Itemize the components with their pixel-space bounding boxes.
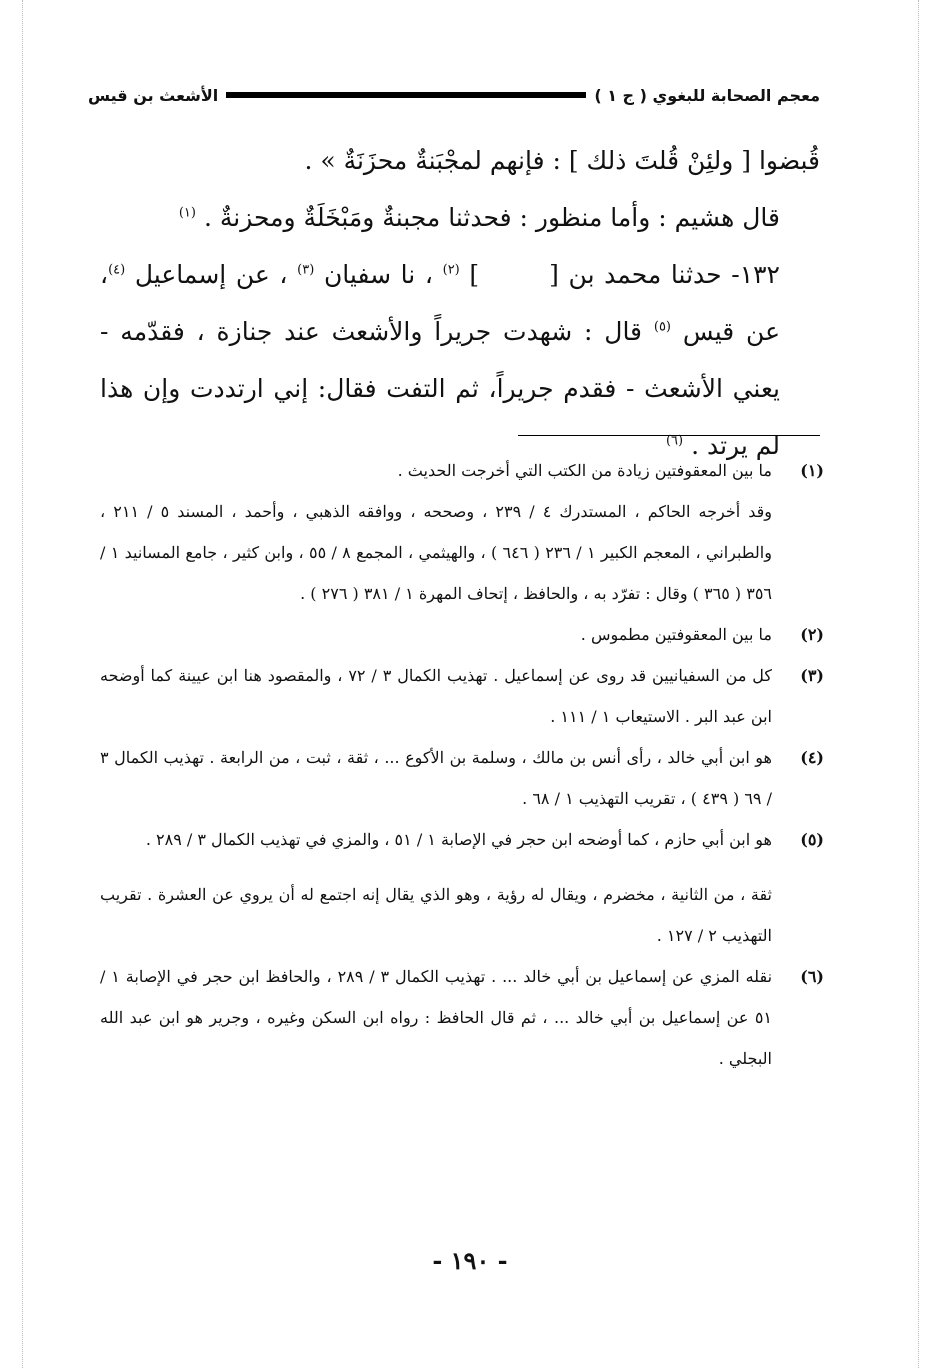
hadith-number: ١٣٢- (731, 260, 780, 289)
footnotes (100, 450, 824, 1079)
footnote-text: هو ابن أبي حازم ، كما أوضحه ابن حجر في الإصابة ١ / ٥١ ، والمزي في تهذيب الكمال ٣ / ٢٨٩ . (145, 830, 772, 849)
footnote-number: (٣) (800, 666, 824, 685)
footnote-number: (١) (800, 461, 824, 480)
footnote-3 (100, 655, 824, 737)
footnote-text: هو ابن أبي خالد ، رأى أنس بن مالك ، وسلمة بن الأكوع ... ، ثقة ، ثبت ، من الرابعة . تهذيب الكمال ٣ / ٦٩ ( ٤٣٩ ) ، تقريب التهذيب ١ / ٦٨ . (100, 748, 772, 808)
footnote-text: ما بين المعقوفتين مطموس . (580, 625, 772, 644)
margin-dots-right (918, 0, 919, 1368)
footnote-number: (٤) (800, 748, 824, 767)
text-line: قال هشيم : وأما منظور : فحدثنا مجبنةٌ ومَبْخَلَةٌ ومحزنةٌ . $^{(١)}$ (178, 203, 780, 232)
footnote-text: ثقة ، من الثانية ، مخضرم ، ويقال له رؤية ، وهو الذي يقال إنه اجتمع له أن يروي عن العشرة . تقريب التهذيب ٢ / ١٢٧ . (100, 885, 773, 945)
hadith-paragraph: ١٣٢- حدثنا محمد بن [] $^{(٢)}$ ، نا سفيان $^{(٣)}$ ، عن إسماعيل $^{(٤)}$، عن قيس $^{(٥)}$ قال : شهدت جريراً والأشعث عند جنازة ، فقدّمه - يعني الأشعث - فقدم جريراً، ثم التفت فقال: إني ارتددت وإن هذا لم يرتد . $^{(٦)}$ (100, 260, 780, 460)
footnote-6 (100, 956, 824, 1079)
main-text (100, 132, 820, 474)
footnote-2 (100, 614, 824, 655)
footnote-1 (100, 450, 824, 614)
footnote-4 (100, 737, 824, 819)
entry-title: الأشعث بن قيس (88, 85, 219, 105)
footnote-ref: (١) (178, 205, 196, 221)
footnote-ref: (٢) (442, 262, 460, 278)
footnote-ref: (٦) (665, 433, 684, 449)
page-number: - ١٩٠ - (432, 1246, 508, 1275)
book-title: معجم الصحابة للبغوي ( ج ١ ) (594, 85, 820, 105)
footnote-text: كل من السفيانيين قد روى عن إسماعيل . تهذيب الكمال ٣ / ٧٢ ، والمقصود هنا ابن عيينة كما أوضحه ابن عبد البر . الاستيعاب ١ / ١١١ . (100, 666, 773, 726)
footnote-ref: (٥) (653, 319, 671, 335)
footnote-5 (100, 819, 824, 956)
footnote-ref: (٤) (108, 262, 126, 278)
footnote-separator (518, 435, 820, 436)
running-header (88, 78, 820, 112)
footnote-text: نقله المزي عن إسماعيل بن أبي خالد ... . تهذيب الكمال ٣ / ٢٨٩ ، والحافظ ابن حجر في الإصابة ١ / ٥١ عن إسماعيل بن أبي خالد ... ، ثم قال الحافظ : رواه ابن السكن وغيره ، وجرير هو ابن عبد الله البجلي . (100, 967, 773, 1068)
footnote-text: وقد أخرجه الحاكم ، المستدرك ٤ / ٢٣٩ ، وصححه ، ووافقه الذهبي ، وأحمد ، المسند ٥ / ٢١١ ، والطبراني ، المعجم الكبير ١ / ٢٣٦ ( ٦٤٦ ) ، والهيثمي ، المجمع ٨ / ٥٥ ، وابن كثير ، جامع المسانيد ١ / ٣٥٦ ( ٣٦٥ ) وقال : تفرّد به ، والحافظ ، إتحاف المهرة ١ / ٣٨١ ( ٢٧٦ ) . (100, 502, 773, 603)
footnote-number: (٥) (800, 830, 824, 849)
footnote-ref: (٣) (297, 262, 315, 278)
text-line: قُبضوا [ ولئِنْ قُلتَ ذلك ] : فإنهم لمجْبَنةٌ محزَنَةٌ » . (304, 146, 820, 175)
margin-dots-left (22, 0, 23, 1368)
header-rule (226, 92, 586, 98)
footnote-number: (٦) (800, 967, 824, 986)
footnote-number: (٢) (800, 625, 824, 644)
footnote-text: ما بين المعقوفتين زيادة من الكتب التي أخرجت الحديث . (397, 461, 772, 480)
